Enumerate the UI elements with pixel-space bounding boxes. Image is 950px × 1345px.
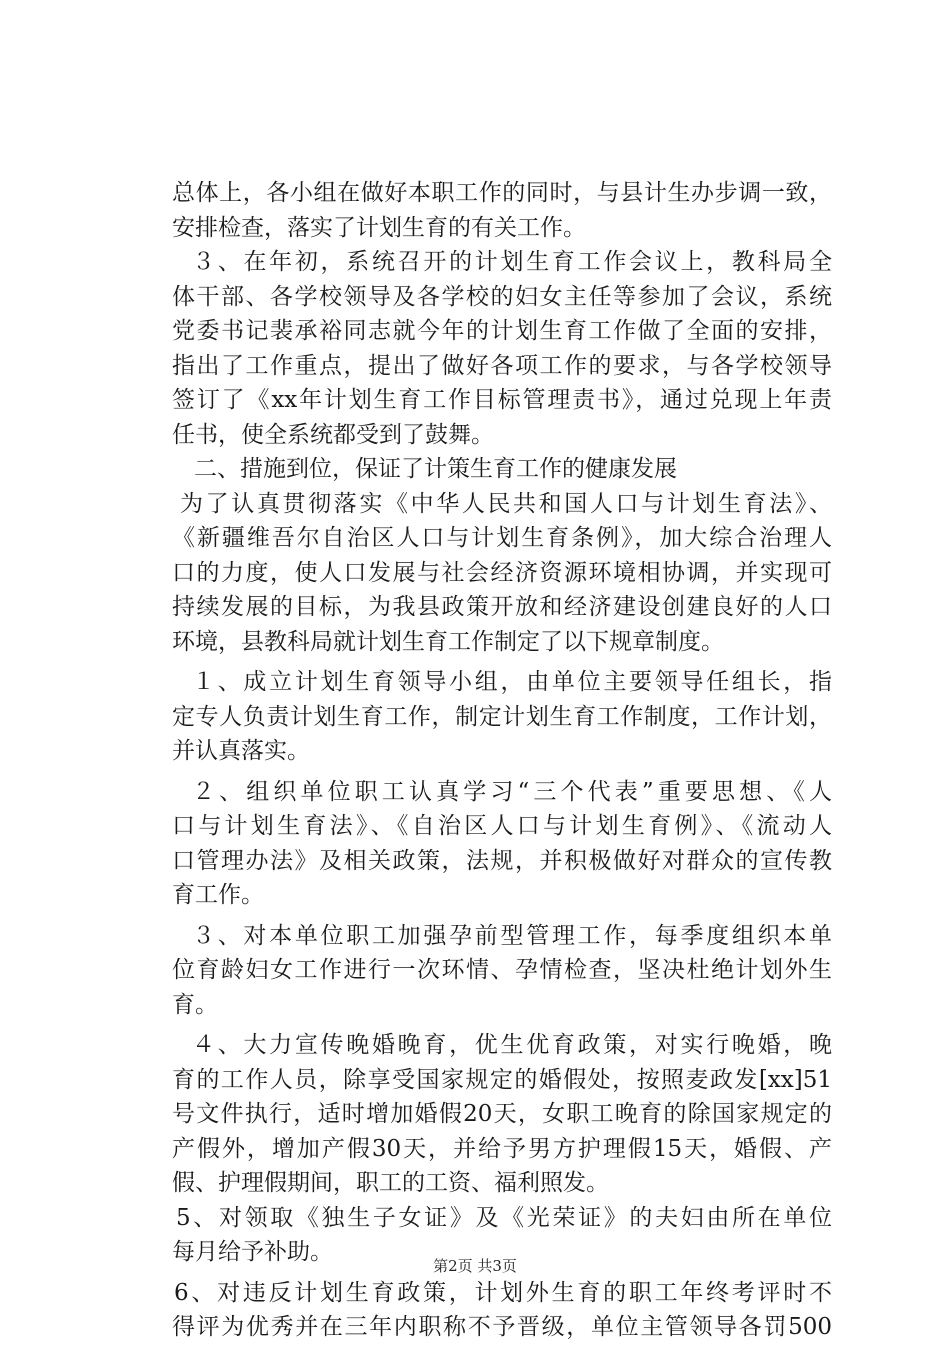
text-line: 总体上，各小组在做好本职工作的同时，与县计生办步调一致， [172, 180, 832, 206]
text-line: 育工作。 [172, 882, 264, 908]
text-line: 口的力度，使人口发展与社会经济资源环境相协调，并实现可 [172, 559, 832, 586]
text-line: 签订了《xx年计划生育工作目标管理责书》，通过兑现上年责 [172, 387, 832, 413]
text-line: 党委书记裴承裕同志就今年的计划生育工作做了全面的安排， [172, 318, 832, 344]
text-line: 育的工作人员，除享受国家规定的婚假处，按照麦政发[xx]51 [172, 1066, 832, 1093]
text-line: 任书，使全系统都受到了鼓舞。 [172, 421, 494, 448]
text-line: 并认真落实。 [172, 738, 310, 764]
text-line: 安排检查，落实了计划生育的有关工作。 [172, 214, 586, 241]
text-line: 为了认真贯彻落实《中华人民共和国人口与计划生育法》、 [180, 490, 832, 517]
text-line: 《新疆维吾尔自治区人口与计划生育条例》，加大综合治理人 [172, 525, 832, 551]
text-line: 体干部、各学校领导及各学校的妇女主任等参加了会议，系统 [172, 283, 832, 310]
text-line: 二、措施到位，保证了计策生育工作的健康发展 [194, 456, 677, 482]
text-line: 口与计划生育法》、《自治区人口与计划生育例》、《流动人 [172, 813, 832, 839]
text-line: 5、对领取《独生子女证》及《光荣证》的夫妇由所在单位 [176, 1204, 832, 1231]
text-line: 育。 [172, 991, 218, 1018]
page-footer: 第2页 共3页 [433, 1257, 517, 1275]
text-line: 假、护理假期间，职工的工资、福利照发。 [172, 1170, 609, 1196]
text-line: １、成立计划生育领导小组，由单位主要领导任组长，指 [192, 669, 832, 695]
text-line: 号文件执行，适时增加婚假20天，女职工晚育的除国家规定的 [172, 1101, 832, 1127]
text-line: 位育龄妇女工作进行一次环情、孕情检查，坚决杜绝计划外生 [172, 957, 832, 983]
text-line: ３、对本单位职工加强孕前型管理工作，每季度组织本单 [192, 922, 832, 949]
text-line: 6、对违反计划生育政策，计划外生育的职工年终考评时不 [174, 1279, 832, 1306]
text-line: 定专人负责计划生育工作，制定计划生育工作制度，工作计划， [172, 703, 832, 730]
text-line: 每月给予补助。 [172, 1239, 333, 1265]
text-line: ３、在年初，系统召开的计划生育工作会议上，教科局全 [192, 249, 832, 275]
text-line: ２、组织单位职工认真学习“三个代表”重要思想、《人 [192, 778, 832, 805]
text-line: 口管理办法》及相关政策，法规，并积极做好对群众的宣传教 [172, 847, 832, 874]
text-line: 环境，县教科局就计划生育工作制定了以下规章制度。 [172, 628, 724, 655]
text-line: ４、大力宣传晚婚晚育，优生优育政策，对实行晚婚，晚 [192, 1032, 832, 1058]
text-line: 持续发展的目标，为我县政策开放和经济建设创建良好的人口 [172, 594, 832, 620]
document-body [172, 176, 832, 1345]
text-line: 得评为优秀并在三年内职称不予晋级，单位主管领导各罚500 [172, 1314, 832, 1340]
text-line: 指出了工作重点，提出了做好各项工作的要求，与各学校领导 [172, 352, 832, 379]
text-line: 产假外，增加产假30天，并给予男方护理假15天，婚假、产 [172, 1135, 832, 1162]
